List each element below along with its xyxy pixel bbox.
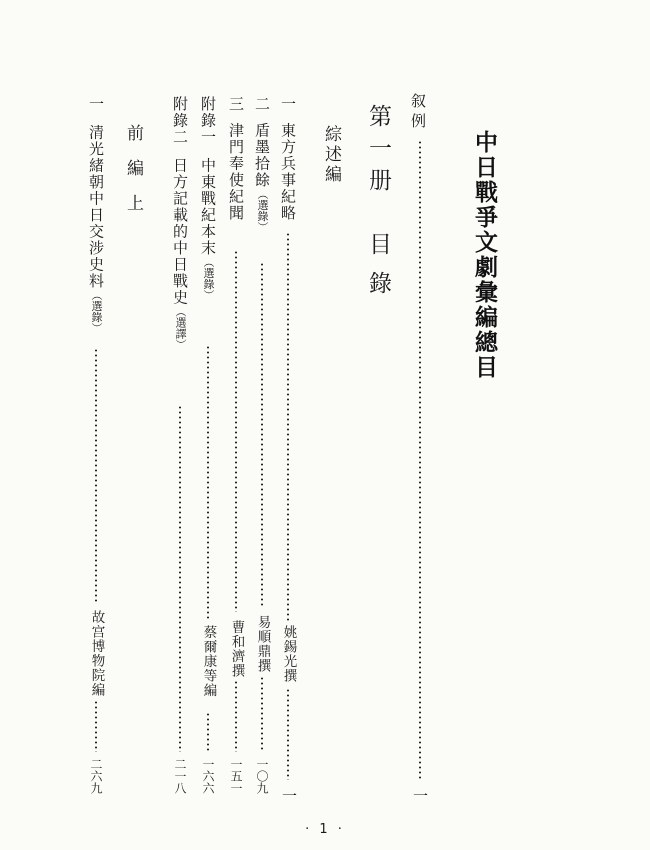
toc-appendix-1[interactable] <box>200 96 215 301</box>
entry-note: （選錄） <box>90 289 103 334</box>
entry-number: 二 <box>253 96 271 113</box>
entry-title: 東方兵事紀略 <box>279 122 297 222</box>
toc-entry-2[interactable] <box>254 96 269 233</box>
appendix-2-page: 二一八 <box>173 758 187 794</box>
entry-2-leader-dots <box>261 262 263 607</box>
entry-2-author: 易順鼎撰 <box>254 615 271 673</box>
preface-label: 叙例 <box>409 93 427 133</box>
toc-entry-1[interactable] <box>280 96 295 222</box>
volume-label: 第一册 <box>365 104 391 200</box>
appendix-1-page: 一六六 <box>201 758 215 794</box>
entry-title: 盾墨拾餘 <box>253 122 271 189</box>
entry-number: 三 <box>227 96 245 113</box>
section-first-heading: 前編上 <box>123 124 143 229</box>
appendix-2-leader-dots <box>179 405 181 752</box>
entry-2-leader-dots-2 <box>261 676 263 751</box>
entry-3-leader-dots-2 <box>235 680 237 752</box>
entry-first-1-leader-dots <box>95 348 97 604</box>
section-overview-heading: 綜述編 <box>321 125 341 185</box>
entry-title: 津門奉使紀聞 <box>227 122 245 222</box>
footer-page-number: · 1 · <box>305 822 345 837</box>
entry-number: 一 <box>279 96 297 113</box>
entry-1-leader-dots <box>287 232 289 622</box>
entry-1-page: 一 <box>280 788 298 803</box>
volume-subtitle: 目錄 <box>365 232 391 310</box>
entry-first-1-author: 故宫博物院編 <box>88 610 105 697</box>
toc-entry-first-1[interactable] <box>88 96 103 334</box>
entry-number: 附錄一 <box>199 96 217 146</box>
entry-title: 中東戰紀本末 <box>199 157 217 257</box>
appendix-1-author: 蔡爾康等編 <box>200 625 217 698</box>
appendix-1-leader-dots-2 <box>207 712 209 752</box>
toc-appendix-2[interactable] <box>172 96 187 350</box>
entry-3-author: 曹和濟撰 <box>228 620 245 678</box>
toc-entry-3[interactable] <box>228 96 243 222</box>
entry-title: 日方記載的中日戰史 <box>171 157 189 306</box>
entry-1-leader-dots-2 <box>287 688 289 780</box>
preface-page: 一 <box>411 788 429 803</box>
entry-note: （選譯） <box>174 306 187 350</box>
appendix-1-leader-dots <box>207 345 209 620</box>
entry-2-page: 一〇九 <box>255 758 269 794</box>
entry-first-1-leader-dots-2 <box>95 700 97 752</box>
entry-3-leader-dots <box>235 250 237 612</box>
preface-leader-dots <box>419 140 421 780</box>
entry-note: （選錄） <box>256 188 269 233</box>
entry-first-1-page: 二六九 <box>89 758 103 794</box>
entry-title: 清光緒朝中日交涉史料 <box>87 124 105 290</box>
entry-1-author: 姚錫光撰 <box>280 625 297 683</box>
entry-3-page: 一五一 <box>229 758 243 794</box>
entry-number: 附錄二 <box>171 96 189 146</box>
book-title: 中日戰爭文劇彙編總目 <box>471 130 497 380</box>
entry-note: （選錄） <box>202 256 215 301</box>
entry-number: 一 <box>87 96 105 113</box>
